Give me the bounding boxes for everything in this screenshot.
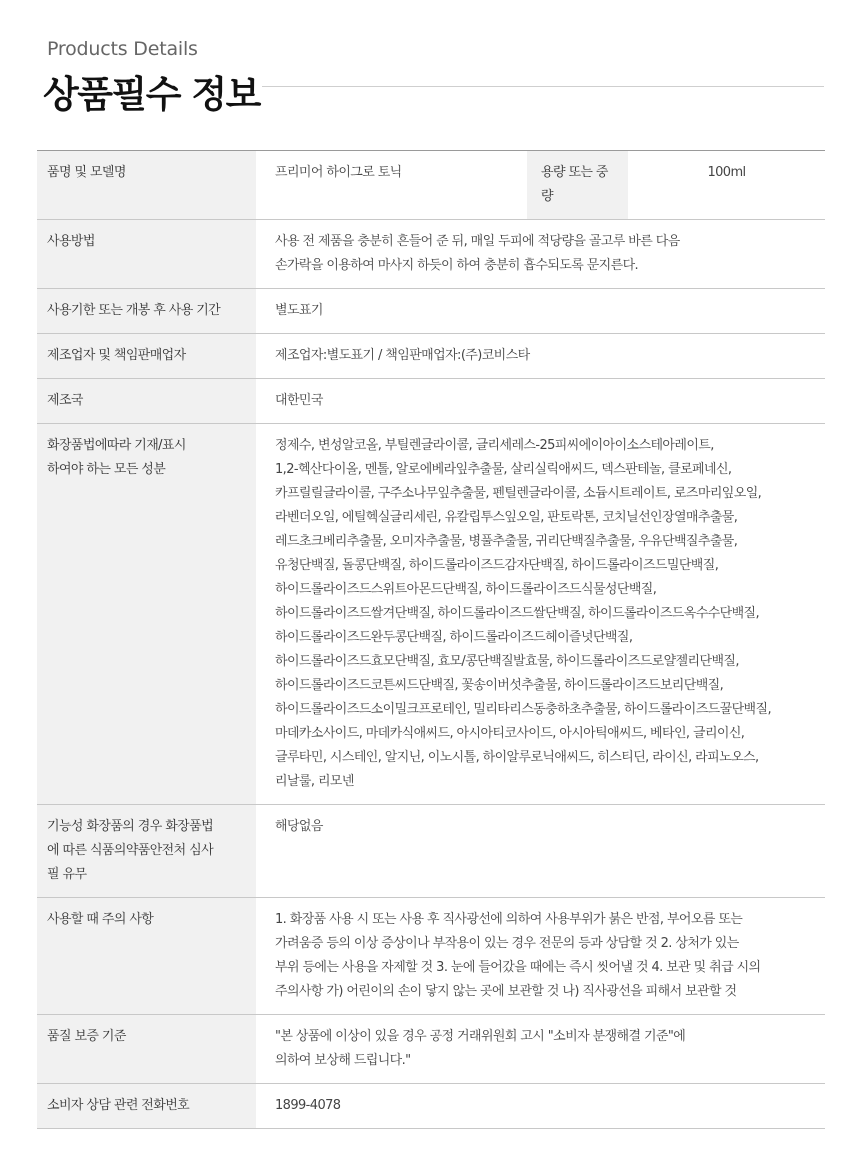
product-name-label: 품명 및 모델명 [37, 151, 256, 220]
table-row-ingredients [37, 424, 825, 805]
manufacturer-value: 제조업자:별도표기 / 책임판매업자:(주)코비스타 [256, 334, 825, 379]
table-row-expiry [37, 289, 825, 334]
volume-label: 용량 또는 중량 [527, 151, 628, 220]
ingredients-line: 레드초크베리추출물, 오미자추출물, 병풀추출물, 귀리단백질추출물, 우유단백질추출물, [275, 534, 738, 549]
ingredients-line: 하이드롤라이즈드쌀겨단백질, 하이드롤라이즈드쌀단백질, 하이드롤라이즈드옥수수단백질, [275, 606, 760, 621]
caution-line: 주의사항 가) 어린이의 손이 닿지 않는 곳에 보관할 것 나) 직사광선을 피해서 보관할 것 [275, 984, 737, 999]
expiry-value: 별도표기 [256, 289, 825, 334]
ingredients-label-line: 하여야 하는 모든 성분 [47, 462, 166, 477]
page-subtitle: Products Details [47, 38, 198, 60]
ingredients-line: 하이드롤라이즈드코튼씨드단백질, 꽃송이버섯추출물, 하이드롤라이즈드보리단백질, [275, 678, 724, 693]
quality-value [256, 1015, 825, 1084]
phone-label: 소비자 상담 관련 전화번호 [37, 1084, 256, 1129]
product-info-table [37, 150, 825, 1129]
functional-label-line: 에 따른 식품의약품안전처 심사 [47, 843, 214, 858]
table-row-usage [37, 220, 825, 289]
quality-label: 품질 보증 기준 [37, 1015, 256, 1084]
manufacturer-label: 제조업자 및 책임판매업자 [37, 334, 256, 379]
product-name-value: 프리미어 하이그로 토닉 [256, 151, 527, 220]
usage-label: 사용방법 [37, 220, 256, 289]
ingredients-line: 카프릴릴글라이콜, 구주소나무잎추출물, 펜틸렌글라이콜, 소듐시트레이트, 로즈마리잎오일, [275, 486, 762, 501]
ingredients-value [256, 424, 825, 805]
caution-line: 부위 등에는 사용을 자제할 것 3. 눈에 들어갔을 때에는 즉시 씻어낼 것 4. 보관 및 취급 시의 [275, 960, 761, 975]
functional-value: 해당없음 [256, 805, 825, 898]
table-row-phone [37, 1084, 825, 1129]
caution-label: 사용할 때 주의 사항 [37, 898, 256, 1015]
country-label: 제조국 [37, 379, 256, 424]
phone-value: 1899-4078 [256, 1084, 825, 1129]
table-row-quality [37, 1015, 825, 1084]
volume-value: 100ml [628, 151, 825, 220]
caution-value [256, 898, 825, 1015]
title-divider [262, 86, 824, 87]
country-value: 대한민국 [256, 379, 825, 424]
ingredients-line: 라벤더오일, 에틸헥실글리세린, 유칼립투스잎오일, 판토락톤, 코치닐선인장열매추출물, [275, 510, 738, 525]
ingredients-line: 하이드롤라이즈드효모단백질, 효모/콩단백질발효물, 하이드롤라이즈드로얄젤리단백질, [275, 654, 739, 669]
page-header [0, 0, 860, 150]
ingredients-line: 마데카소사이드, 마데카식애씨드, 아시아티코사이드, 아시아틱애씨드, 베타인, 글리이신, [275, 726, 745, 741]
caution-line: 가려움증 등의 이상 증상이나 부작용이 있는 경우 전문의 등과 상담할 것 2. 상처가 있는 [275, 936, 739, 951]
usage-line: 사용 전 제품을 충분히 흔들어 준 뒤, 매일 두피에 적당량을 골고루 바른 다음 [275, 234, 680, 249]
quality-line: "본 상품에 이상이 있을 경우 공정 거래위원회 고시 "소비자 분쟁해결 기준"에 [275, 1029, 686, 1044]
table-row-product-name [37, 151, 825, 220]
functional-label-line: 필 유무 [47, 867, 87, 882]
table-row-manufacturer [37, 334, 825, 379]
table-row-caution [37, 898, 825, 1015]
ingredients-line: 글루타민, 시스테인, 알지닌, 이노시톨, 하이알루로닉애씨드, 히스티딘, 라이신, 라피노오스, [275, 750, 759, 765]
ingredients-line: 정제수, 변성알코올, 부틸렌글라이콜, 글리세레스-25피씨에이아이소스테아레이트, [275, 438, 714, 453]
ingredients-line: 하이드롤라이즈드완두콩단백질, 하이드롤라이즈드헤이즐넛단백질, [275, 630, 633, 645]
ingredients-line: 하이드롤라이즈드스위트아몬드단백질, 하이드롤라이즈드식물성단백질, [275, 582, 657, 597]
usage-value [256, 220, 825, 289]
table-row-functional [37, 805, 825, 898]
usage-line: 손가락을 이용하여 마사지 하듯이 하여 충분히 흡수되도록 문지른다. [275, 258, 639, 273]
ingredients-label-line: 화장품법에따라 기재/표시 [47, 438, 186, 453]
caution-line: 1. 화장품 사용 시 또는 사용 후 직사광선에 의하여 사용부위가 붉은 반점, 부어오름 또는 [275, 912, 743, 927]
ingredients-line: 유청단백질, 돌콩단백질, 하이드롤라이즈드감자단백질, 하이드롤라이즈드밀단백질, [275, 558, 719, 573]
quality-line: 의하여 보상해 드립니다." [275, 1053, 411, 1068]
ingredients-line: 하이드롤라이즈드소이밀크프로테인, 밀리타리스동충하초추출물, 하이드롤라이즈드꿀단백질, [275, 702, 771, 717]
page-title: 상품필수 정보 [43, 73, 260, 116]
table-row-country [37, 379, 825, 424]
functional-label [37, 805, 256, 898]
expiry-label: 사용기한 또는 개봉 후 사용 기간 [37, 289, 256, 334]
ingredients-line: 1,2-헥산다이올, 멘톨, 알로에베라잎추출물, 살리실릭애씨드, 덱스판테놀, 클로페네신, [275, 462, 732, 477]
ingredients-line: 리날룰, 리모넨 [275, 774, 354, 789]
ingredients-label [37, 424, 256, 805]
functional-label-line: 기능성 화장품의 경우 화장품법 [47, 819, 214, 834]
